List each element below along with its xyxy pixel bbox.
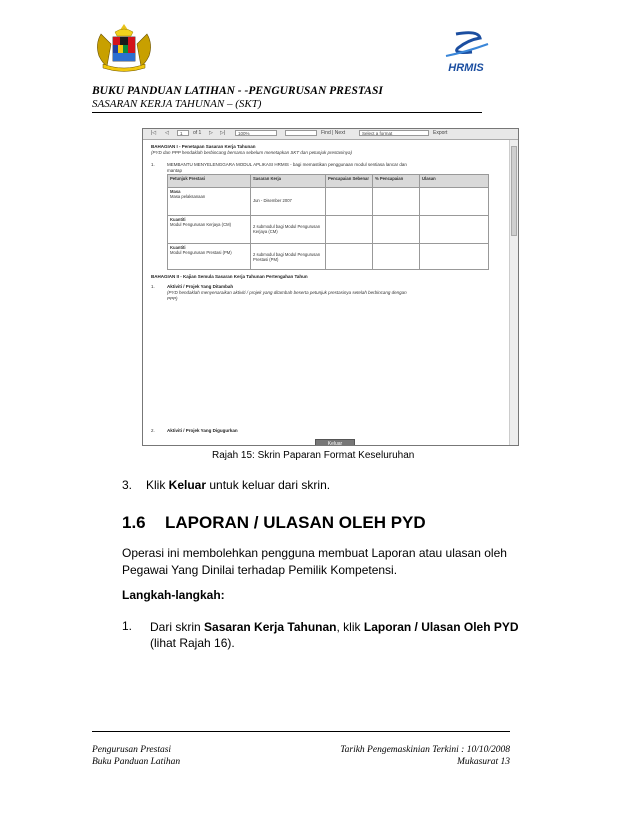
page-count: of 1 bbox=[193, 130, 202, 136]
hrmis-logo bbox=[438, 30, 494, 74]
table-header: % Pencapaian bbox=[373, 175, 420, 188]
report-item-number: 2. bbox=[151, 428, 155, 433]
section-title: LAPORAN / ULASAN OLEH PYD bbox=[165, 513, 426, 532]
step3-text bbox=[146, 478, 330, 492]
report-item-number: 1. bbox=[151, 284, 155, 289]
report-item-number: 1. bbox=[151, 162, 155, 167]
svg-text:HRMIS: HRMIS bbox=[448, 62, 484, 74]
figure-caption: Rajah 15: Skrin Paparan Format Keseluruhan bbox=[212, 450, 415, 461]
format-select[interactable]: Select a format bbox=[359, 130, 429, 136]
section-number: 1.6 bbox=[122, 513, 146, 532]
table-row bbox=[168, 216, 489, 244]
footer-right bbox=[300, 744, 510, 768]
row-desc: Masa pelaksanaan bbox=[170, 194, 206, 199]
zoom-select[interactable]: 100% bbox=[235, 130, 277, 136]
export-link[interactable]: Export bbox=[433, 130, 448, 136]
report-section2-title: BAHAGIAN II - Kajian Semula Sasaran Kerja Tahunan Pertengahan Tahun bbox=[151, 274, 308, 279]
paragraph-line: Pegawai Yang Dinilai terhadap Pemilik Kompetensi. bbox=[122, 563, 398, 577]
row-target: 2 submodul bagi Modul Pengurusan Prestasi (PM) bbox=[251, 244, 326, 270]
report-item-note: (PYD hendaklah menyenaraikan aktiviti / projek yang ditambah beserta petunjuk prestasinya setelah berbincang dengan bbox=[167, 290, 407, 295]
row-label: Kuantiti bbox=[170, 217, 186, 222]
row-desc: Modul Pengurusan Kerjaya (CM) bbox=[170, 222, 231, 227]
first-page-icon[interactable]: |◁ bbox=[151, 130, 157, 136]
find-next-links[interactable]: Find | Next bbox=[321, 130, 346, 136]
row-target: 2 submodul bagi Modul Pengurusan Kerjaya (CM) bbox=[251, 216, 326, 244]
table-header: Sasaran Kerja bbox=[251, 175, 326, 188]
footer-divider bbox=[92, 731, 510, 732]
header-divider bbox=[92, 112, 482, 113]
report-content bbox=[143, 140, 509, 445]
section-paragraph bbox=[122, 545, 507, 579]
row-desc: Modul Pengurusan Prestasi (PM) bbox=[170, 250, 232, 255]
footer-left-line: Pengurusan Prestasi bbox=[92, 745, 172, 755]
figure-screenshot bbox=[142, 128, 519, 446]
footer-left bbox=[92, 744, 180, 768]
report-item-title: Aktiviti / Projek Yang Digugurkan bbox=[167, 428, 238, 433]
row-label: Kuantiti bbox=[170, 245, 186, 250]
table-header-row bbox=[168, 175, 489, 188]
step1-bold2: Laporan / Ulasan Oleh PYD bbox=[363, 620, 519, 634]
step3-number: 3. bbox=[122, 478, 133, 492]
report-table bbox=[167, 174, 489, 270]
footer-left-line: Buku Panduan Latihan bbox=[92, 757, 181, 767]
step3-post: untuk keluar dari skrin. bbox=[206, 478, 331, 492]
step1-mid: , klik bbox=[336, 620, 364, 634]
page-number-input[interactable]: 1 bbox=[177, 130, 189, 136]
report-item-text-cont: mantap bbox=[167, 168, 183, 173]
step1-bold1: Sasaran Kerja Tahunan bbox=[204, 620, 337, 634]
last-page-icon[interactable]: ▷| bbox=[220, 130, 226, 136]
report-item-note-cont: PPP) bbox=[167, 296, 178, 301]
row-target: Jun - Disember 2007 bbox=[251, 188, 326, 216]
table-row bbox=[168, 188, 489, 216]
footer-page-number: Mukasurat 13 bbox=[456, 757, 510, 767]
step1-line2: (lihat Rajah 16). bbox=[150, 636, 235, 650]
paragraph-line: Operasi ini membolehkan pengguna membuat Laporan atau ulasan oleh bbox=[122, 546, 507, 560]
steps-heading: Langkah-langkah: bbox=[122, 588, 225, 602]
step1-text bbox=[150, 619, 519, 651]
report-item-text: MEMBANTU MENYELENGGARA MODUL APLIKASI HRMIS - bagi memastikan penggunaan modul sentiasa lancar dan bbox=[167, 162, 407, 167]
step3-bold: Keluar bbox=[168, 478, 207, 492]
table-header: Petunjuk Prestasi bbox=[168, 175, 251, 188]
table-header: Ulasan bbox=[420, 175, 489, 188]
step1-line bbox=[150, 619, 519, 635]
scrollbar-thumb[interactable] bbox=[511, 146, 517, 236]
report-section1-note: (PYD dan PPP hendaklah berbincang bersama sebelum menetapkan SKT dan petunjuk prestasinya) bbox=[151, 150, 352, 155]
next-page-icon[interactable]: ▷ bbox=[209, 130, 213, 136]
table-row bbox=[168, 244, 489, 270]
report-item-title: Aktiviti / Projek Yang Ditambah bbox=[167, 284, 234, 289]
report-section1-title: BAHAGIAN I - Penetapan Sasaran Kerja Tahunan bbox=[151, 144, 256, 149]
report-scrollbar[interactable] bbox=[509, 140, 519, 445]
step1-number: 1. bbox=[122, 619, 133, 633]
table-header: Pencapaian Sebenar bbox=[326, 175, 373, 188]
keluar-button[interactable]: Keluar bbox=[315, 439, 355, 446]
step1-pre: Dari skrin bbox=[150, 620, 205, 634]
footer-date: Tarikh Pengemaskinian Terkini : 10/10/2008 bbox=[340, 745, 510, 755]
prev-page-icon[interactable]: ◁ bbox=[165, 130, 169, 136]
coat-of-arms-logo bbox=[93, 22, 155, 74]
document-title: BUKU PANDUAN LATIHAN - -PENGURUSAN PRESTASI bbox=[92, 85, 383, 97]
row-label: Masa bbox=[170, 189, 181, 194]
document-subtitle: SASARAN KERJA TAHUNAN – (SKT) bbox=[92, 98, 262, 110]
find-input[interactable] bbox=[285, 130, 317, 136]
report-toolbar bbox=[143, 129, 518, 140]
step3-pre: Klik bbox=[146, 478, 169, 492]
